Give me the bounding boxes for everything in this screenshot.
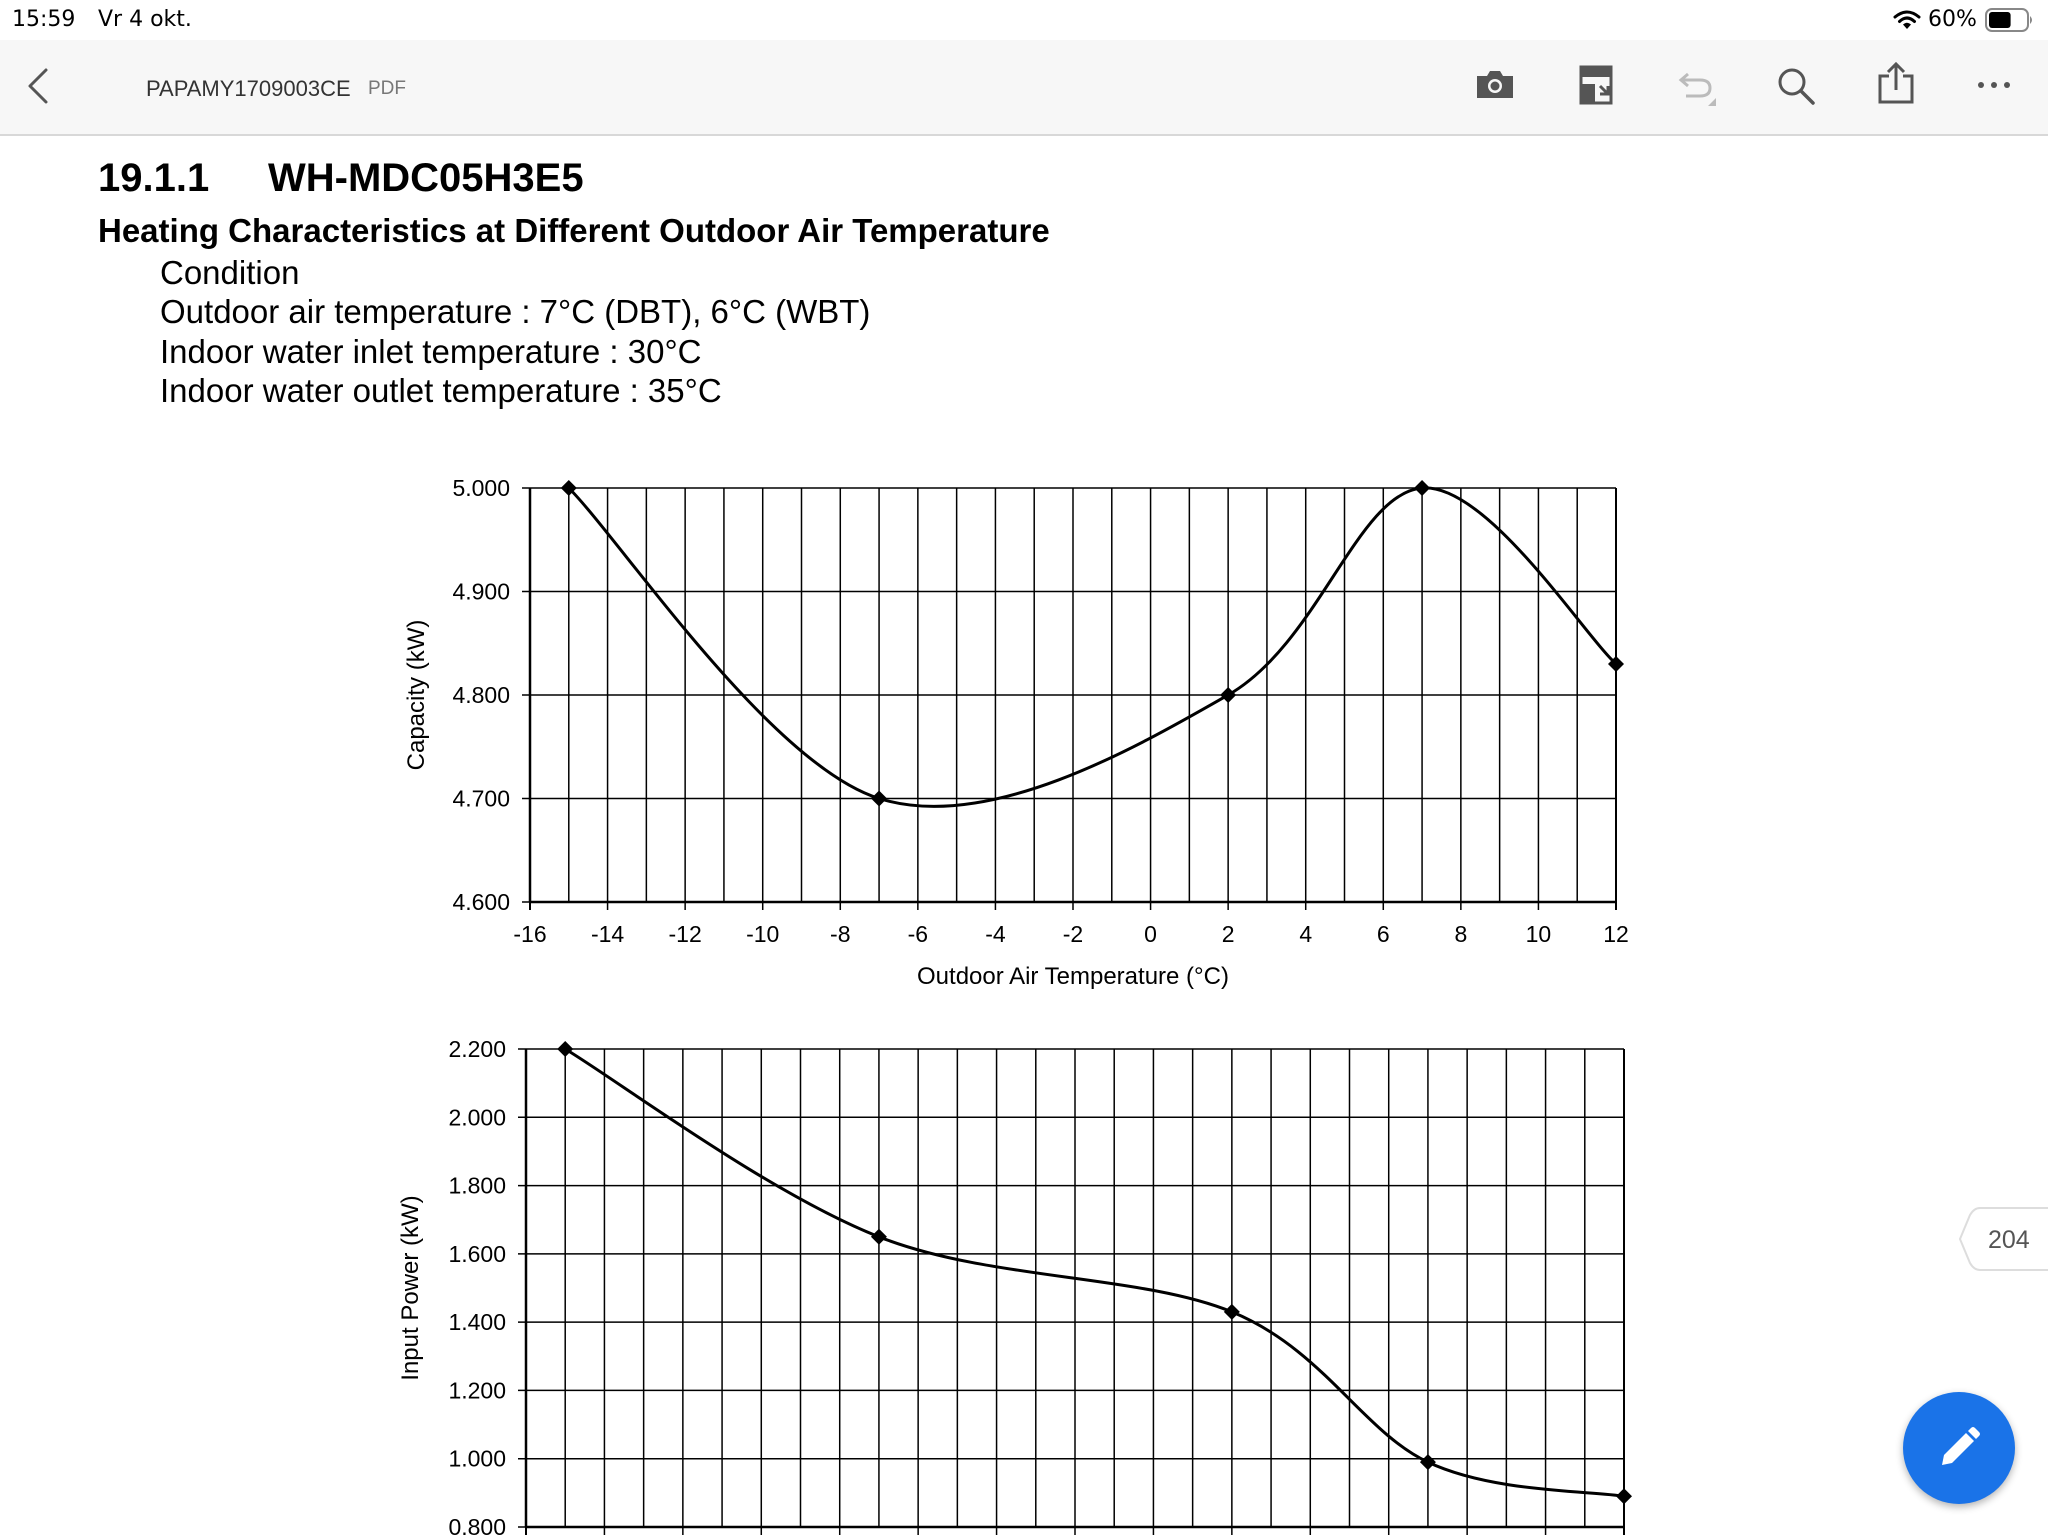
chart2-y-tick-label: 1.000 xyxy=(448,1445,506,1472)
chart1-x-axis-title: Outdoor Air Temperature (°C) xyxy=(917,963,1229,990)
condition-water-inlet: Indoor water inlet temperature : 30°C xyxy=(160,333,702,370)
chart1-x-tick-label: -8 xyxy=(830,921,851,947)
chart1-x-tick-label: -16 xyxy=(513,921,547,947)
chart1-data-point xyxy=(1220,687,1236,703)
more-icon xyxy=(1976,79,2012,91)
status-bar xyxy=(0,0,2048,40)
chart1-x-tick-label: 4 xyxy=(1299,921,1313,947)
chart1-y-tick-label: 4.900 xyxy=(452,578,510,605)
battery-percent: 60% xyxy=(1928,7,1977,32)
chart1-data-point xyxy=(1414,480,1430,496)
condition-title: Condition xyxy=(160,254,300,291)
battery-icon xyxy=(1985,8,2035,38)
chart2-y-tick-label: 1.600 xyxy=(448,1240,506,1267)
chart1-y-tick-label: 4.700 xyxy=(452,785,510,812)
document-type: PDF xyxy=(368,78,406,99)
chart1-x-tick-label: -2 xyxy=(1062,921,1084,947)
chart1-x-tick-label: 8 xyxy=(1454,921,1468,947)
search-button[interactable] xyxy=(1776,66,1816,111)
reflow-button[interactable] xyxy=(1578,64,1614,111)
chart1-x-tick-label: 10 xyxy=(1525,921,1552,947)
status-date: Vr 4 okt. xyxy=(98,7,192,32)
camera-icon xyxy=(1475,68,1515,100)
section-model: WH-MDC05H3E5 xyxy=(268,156,584,200)
search-icon xyxy=(1776,66,1816,106)
reflow-icon xyxy=(1578,64,1614,106)
chart1-y-tick-label: 4.800 xyxy=(452,682,510,708)
chart2-y-axis-title: Input Power (kW) xyxy=(397,1195,424,1381)
chart1-y-tick-label: 5.000 xyxy=(452,475,510,501)
share-icon xyxy=(1876,62,1916,106)
chart1-data-point xyxy=(871,791,887,807)
undo-icon xyxy=(1672,68,1718,108)
chart2-series-line xyxy=(565,1049,1624,1496)
chart2-y-tick-label: 1.200 xyxy=(448,1377,506,1404)
chart2-data-point xyxy=(557,1041,573,1057)
chart2-data-point xyxy=(1224,1304,1240,1320)
share-button[interactable] xyxy=(1876,62,1916,111)
more-button[interactable] xyxy=(1976,78,2012,96)
charts xyxy=(0,136,2048,1536)
chart1-x-tick-label: -14 xyxy=(590,921,625,947)
chart2-y-tick-label: 2.200 xyxy=(448,1036,506,1062)
chart1-x-tick-label: -6 xyxy=(907,921,929,947)
toolbar xyxy=(0,40,2048,136)
chart2-data-point xyxy=(871,1229,887,1245)
chart1-y-axis-title: Capacity (kW) xyxy=(403,619,430,771)
chart1-x-tick-label: 2 xyxy=(1221,921,1235,947)
chart2-y-tick-label: 1.800 xyxy=(448,1172,506,1199)
document-page xyxy=(0,136,2048,1536)
chart1-x-tick-label: -12 xyxy=(668,921,702,947)
chart1-x-tick-label: -4 xyxy=(985,921,1006,947)
chart1-x-tick-label: 0 xyxy=(1144,921,1157,947)
undo-button[interactable] xyxy=(1672,68,1718,113)
pencil-icon xyxy=(1936,1425,1982,1471)
chart2-data-point xyxy=(1616,1488,1632,1504)
status-time: 15:59 xyxy=(12,7,76,32)
chart1-x-tick-label: 12 xyxy=(1603,921,1629,947)
document-name: PAPAMY1709003CE xyxy=(146,76,351,101)
wifi-icon xyxy=(1893,9,1921,37)
chart2-y-tick-label: 2.000 xyxy=(448,1104,506,1131)
section-heading: Heating Characteristics at Different Outdoor Air Temperature xyxy=(98,212,1050,249)
chart2-y-tick-label: 1.400 xyxy=(448,1309,506,1336)
chart2-data-point xyxy=(1420,1454,1436,1470)
chart1-series-line xyxy=(569,488,1616,807)
condition-water-outlet: Indoor water outlet temperature : 35°C xyxy=(160,372,722,409)
section-number: 19.1.1 xyxy=(98,156,210,200)
chart2-y-tick-label: 0.800 xyxy=(448,1514,506,1536)
edit-button[interactable] xyxy=(1903,1392,2015,1504)
chevron-left-icon xyxy=(26,66,50,106)
chart1-y-tick-label: 4.600 xyxy=(452,889,510,915)
condition-outdoor-air: Outdoor air temperature : 7°C (DBT), 6°C (WBT) xyxy=(160,293,871,330)
chart1-x-tick-label: 6 xyxy=(1376,921,1390,947)
chart1-x-tick-label: -10 xyxy=(746,921,780,947)
camera-button[interactable] xyxy=(1475,68,1515,105)
back-button[interactable] xyxy=(26,66,50,111)
page-number: 204 xyxy=(1988,1226,2030,1254)
